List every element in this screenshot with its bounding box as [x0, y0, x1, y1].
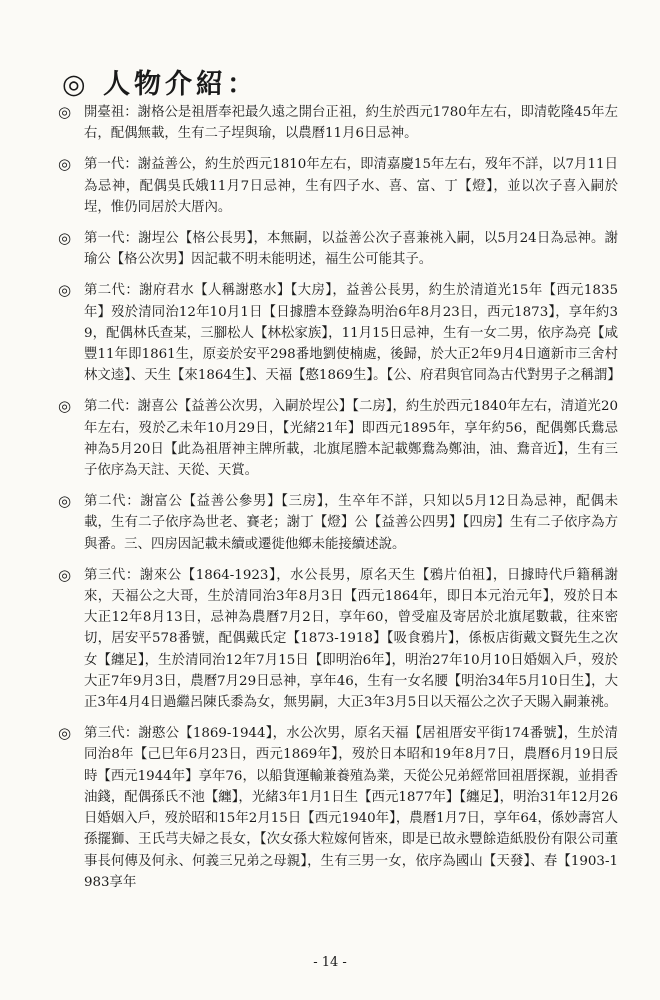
entry-gen3-han	[58, 723, 618, 893]
entry-gen2-fu	[58, 491, 618, 555]
entry-text: 開臺祖：謝格公是祖厝奉祀最久遠之開台正祖，約生於西元1780年左右，即清乾隆45年左右，配偶無載，生有二子埕與瑜，以農曆11月6日忌神。	[84, 105, 618, 142]
entry-gen2-shui	[58, 280, 621, 386]
entry-text: 第二代：謝府君水【人稱謝憨水】【大房】，益善公長男，約生於清道光15年【西元1835年】歿於清同治12年10月1日【日據謄本登錄為明治6年8月23日，西元1873】，享年約39，配偶林氏查某，三腳松人【林松家族】，11月15日忌神，生有一女二男，依序為亮【咸豐11年即1861生，原妾於安平298番地劉使楠處，後歸，於大正2年9月4日適新市三舍村林文逵】、天生【來1864生】、天福【憨1869生】。【公、府君與官同為古代對男子之稱謂】	[84, 283, 621, 384]
entry-gen1-yishan	[58, 154, 618, 218]
entry-founder	[58, 102, 618, 144]
page-title	[62, 62, 258, 101]
bullet-icon: ◎	[58, 724, 72, 743]
entry-gen1-cheng	[58, 228, 618, 270]
bullet-icon: ◎	[58, 281, 72, 300]
entry-text: 第一代：謝埕公【格公長男】，本無嗣，以益善公次子喜兼祧入嗣，以5月24日為忌神。謝瑜公【格公次男】因記載不明未能明述，福生公可能其子。	[84, 231, 618, 268]
title-symbol: ◎	[62, 69, 90, 100]
bullet-icon: ◎	[58, 103, 72, 121]
entry-text: 第二代：謝富公【益善公參男】【三房】，生卒年不詳，只知以5月12日為忌神，配偶未載，生有二子依序為世老、賽老；謝丁【燈】公【益善公四男】【四房】生有二子依序為方與番。三、四房因記載未續或遷徙他鄉未能接續述說。	[84, 494, 618, 552]
bullet-icon: ◎	[58, 565, 72, 584]
bullet-icon: ◎	[58, 229, 72, 248]
title-text: 人物介紹：	[102, 69, 258, 100]
entry-text: 第三代：謝來公【1864-1923】，水公長男，原名天生【鴉片伯祖】，日據時代戶籍稱謝來，天福公之大哥，生於清同治3年8月3日【西元1864年，即日本元治元年】，歿於日本大正12年8月13日，忌神為農曆7月2日，享年60，曾受雇及寄居於北旗尾數載，往來密切，居安平578番號，配偶戴氏定【1873-1918】【吸食鴉片】，係板店街戴文賢先生之次女【纏足】，生於清同治12年7月15日【即明治6年】，明治27年10月10日婚姻入戶，歿於大正7年9月3日，農曆7月29日忌神，享年46，生有一女名腰【明治34年5月10日生】，大正3年4月4日過繼呂陳氏黍為女，無男嗣，大正3年3月5日以天福公之次子天賜入嗣兼祧。	[84, 567, 618, 711]
bullet-icon: ◎	[58, 155, 72, 174]
page-number: - 14 -	[313, 955, 347, 970]
entry-text: 第三代：謝憨公【1869-1944】，水公次男，原名天福【居祖厝安平街174番號】，生於清同治8年【己巳年6月23日，西元1869年】，歿於日本昭和19年8月7日，農曆6月19日辰時【西元1944年】享年76，以船貨運輸兼養殖為業，天從公兄弟經常回祖厝探親，並捐香油錢，配偶孫氏不池【纏】，光緒3年1月1日生【西元1877年】【纏足】，明治31年12月26日婚姻入戶，歿於昭和15年2月15日【西元1940年】，農曆1月7日，享年64，係妙壽宮人孫擺獅、王氏芎夫婦之長女，【次女孫大粒嫁何皆來，即是已故永豐餘造紙股份有限公司董事長何傳及何永、何義三兄弟之母親】，生有三男一女，依序為國山【天發】、春【1903-1983享年	[84, 726, 618, 890]
bullet-icon: ◎	[58, 492, 72, 511]
bullet-icon: ◎	[58, 397, 72, 416]
entry-text: 第二代：謝喜公【益善公次男，入嗣於埕公】【二房】，約生於西元1840年左右，清道光20年左右，歿於乙未年10月29日，【光緒21年】即西元1895年，享年約56，配偶鄭氏鴦忌神為5月20日【此為祖厝神主牌所載，北旗尾謄本記載鄭鴦為鄭油，油、鴦音近】，生有三子依序為天註、天從、天賞。	[84, 399, 618, 479]
entry-list	[58, 102, 621, 893]
entry-text: 第一代：謝益善公，約生於西元1810年左右，即清嘉慶15年左右，歿年不詳，以7月11日為忌神，配偶吳氏娥11月7日忌神，生有四子水、喜、富、丁【燈】，並以次子喜入嗣於埕，惟仍同居於大厝內。	[84, 157, 618, 215]
entry-gen3-lai	[58, 565, 618, 713]
entry-gen2-xi	[58, 396, 618, 481]
